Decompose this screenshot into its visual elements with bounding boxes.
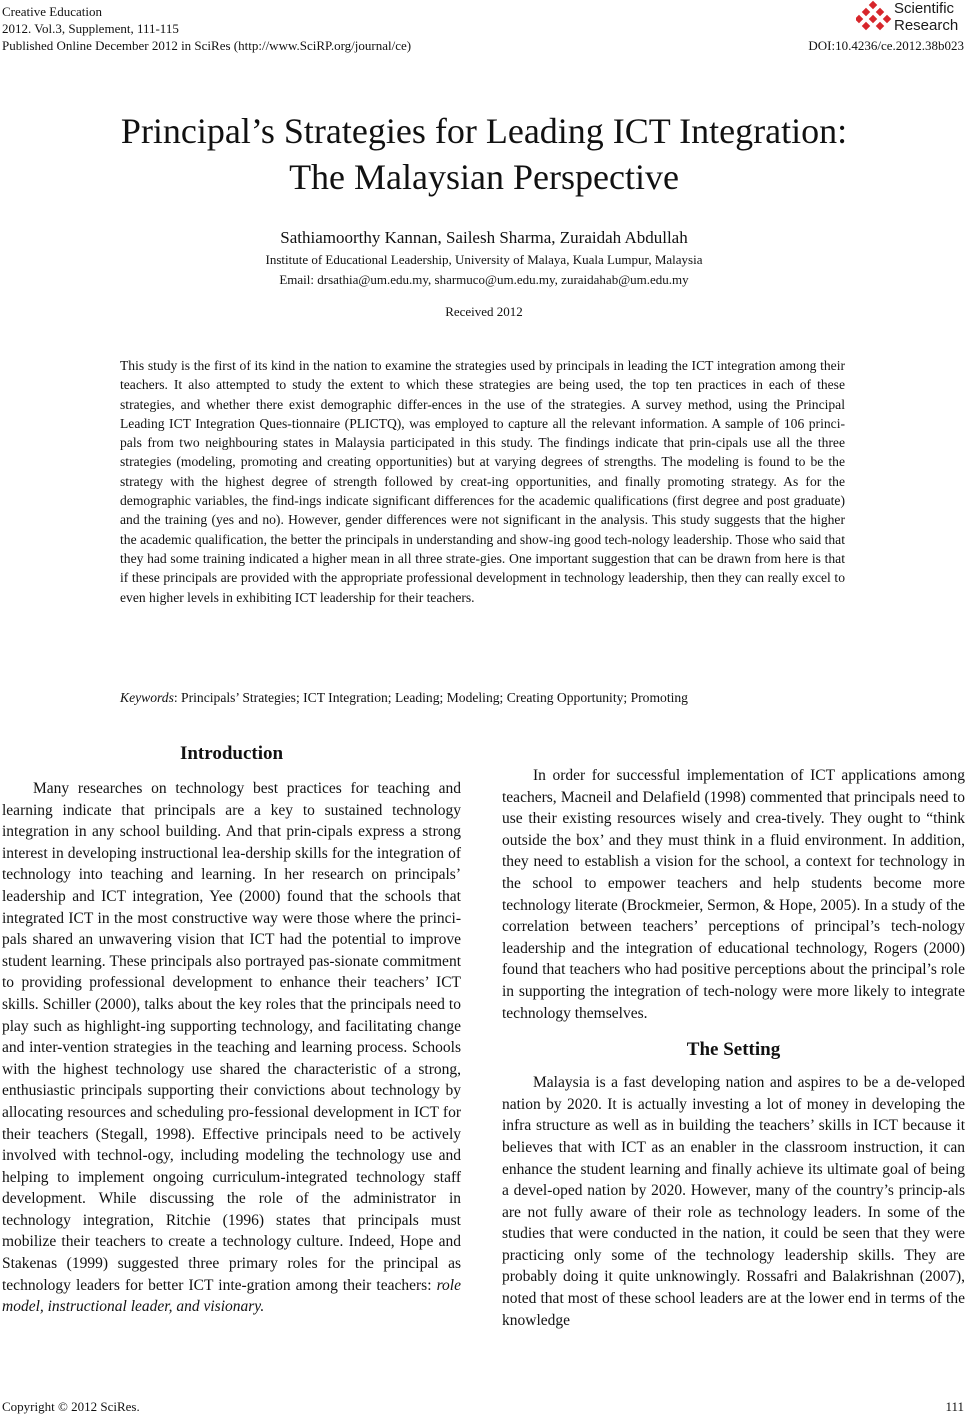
journal-name: Creative Education: [2, 4, 102, 19]
affiliation: Institute of Educational Leadership, University of Malaya, Kuala Lumpur, Malaysia: [265, 252, 703, 267]
logo-diamond-icon: [856, 0, 892, 34]
journal-volume: 2012. Vol.3, Supplement, 111-115: [2, 21, 179, 36]
affiliation-block: [0, 250, 968, 290]
intro-roles-italic: role model, instructional leader, and visionary.: [2, 1276, 461, 1316]
authors: Sathiamoorthy Kannan, Sailesh Sharma, Zuraidah Abdullah: [280, 228, 688, 247]
keywords-label: Keywords: [120, 690, 174, 705]
publisher-logo: [856, 0, 966, 36]
publication-info: Published Online December 2012 in SciRes (http://www.SciRP.org/journal/ce): [2, 38, 412, 53]
section-heading-setting: The Setting: [686, 1039, 781, 1061]
section-heading-introduction: Introduction: [179, 743, 284, 764]
keywords: [120, 690, 845, 706]
keywords-text: : Principals’ Strategies; ICT Integration; Leading; Modeling; Creating Opportunity; Promoting: [173, 690, 688, 705]
copyright: Copyright © 2012 SciRes.: [2, 1399, 140, 1414]
page-number: 111: [945, 1399, 964, 1414]
abstract: This study is the first of its kind in the nation to examine the strategies used by principals in leading the ICT integration among their teachers. It also attempted to study the extent to which these strategies are being used, the top ten practices in each of these strategies, and whether there exist demographic differ-ences in the use of the strategies. A survey method, using the Principal Leading ICT Integration Ques-tionnaire (PLICTQ), was employed to capture all the relevant information. A sample of 106 princi-pals from two neighbouring states in Malaysia participated in this study. The findings indicate that prin-cipals use all the three strategies (modeling, promoting and creating opportunities) but at varying degrees of strengths. The modeling is found to be the strategy with the highest degree of strength followed by creat-ing opportunities, and finally promoting strategy. As for the demographic variables, the find-ings indicate significant differences for the academic qualifications (first degree and post graduate) and the training (yes and no). However, gender differences were not significant in the analysis. This study suggests that the higher the academic qualification, the better the principals in understanding and show-ing good tech-nology leadership. Those who said that they had some training indicated a higher mean in all three strate-gies. One important suggestion that can be drawn from here is that if these principals are provided with the appropriate professional development in technology leadership, then they can really excel to even higher levels in exhibiting ICT leadership for their teachers.: [120, 358, 845, 605]
left-column: [2, 740, 461, 1318]
doi: DOI:10.4236/ce.2012.38b023: [808, 38, 964, 53]
intro-paragraph-2: In order for successful implementation of ICT applications among teachers, Macneil and Delafield (1998) commented that principals need to use their existing resources wisely and crea-tively. They ought to “think outside the box’ and they must think in a fluid environment. In addition, they need to establish a vision for the school, a context for technology in the school to empower teachers and help students become more technology literate (Brockmeier, Sermon, & Hope, 2005). In a study of the correlation between teachers’ perceptions of principal’s tech-nology leadership and the integration of educational technology, Rogers (2000) found that teachers who had positive perceptions about the principal’s role in supporting the integration of tech-nology were more likely to integrate technology themselves.: [502, 767, 965, 1022]
logo-text: Scientific Research: [894, 0, 959, 34]
running-header: [2, 3, 411, 54]
email: Email: drsathia@um.edu.my, sharmuco@um.edu.my, zuraidahab@um.edu.my: [279, 272, 689, 287]
setting-paragraph-1: Malaysia is a fast developing nation and aspires to be a de-veloped nation by 2020. It is actually investing a lot of money in developing the infra structure as well as in building the teachers’ skills in ICT because it believes that with ICT as an enabler in the classroom instruction, it can enhance the student learning and finally achieve its ultimate goal of being a devel-oped nation by 2020. However, many of the country’s princip-als are not fully aware of their role as technology leaders. In some of the studies that were conducted in the nation, it could be seen that they were practicing only some of the technology leadership skills. They are probably doing it quite unknowingly. Rossafri and Balakrishnan (2007), noted that most of these school leaders are at the lower end in terms of the knowledge: [502, 1074, 965, 1329]
paper-title: Principal’s Strategies for Leading ICT Integration: The Malaysian Perspective: [120, 111, 848, 197]
intro-paragraph-1: Many researches on technology best practices for teaching and learning indicate that principals are a key to sustained technology integration in any school building. And that prin-cipals express a strong interest in developing instructional lea-dership skills for the integration of technology into teaching and learning. In her research on principals’ leadership and ICT integration, Yee (2000) found that the schools that integrated ICT in the most constructive way were those where the princi-pals shared an unwavering vision that ICT had the potential to improve student learning. These principals also portrayed pas-sionate commitment to providing professional development to enhance their teachers’ ICT skills. Schiller (2000), talks about the key roles that the principals need to play such as highlight-ing supporting technology, and facilitating change and inter-vention strategies in the teaching and learning process. Schools with the highest technology use shared the characteristic of a strong, enthusiastic principals supporting their convictions about technology by allocating resources and scheduling pro-fessional development in ICT for their teachers (Stegall, 1998). Effective principals need to be actively involved with technol-ogy, including modeling the technology use and helping to implement ongoing curriculum-integrated technology staff development. While discussing the role of the administrator in technology integration, Ritchie (1996) states that principals must mobilize their teachers to create a technology culture. Indeed, Hope and Stakenas (1999) suggested three primary roles for the principal as technology leaders for better ICT inte-gration among their teachers: role model, instructional leader, and visionary.: [2, 780, 461, 1316]
received-date: Received 2012: [445, 304, 523, 319]
right-column: [502, 765, 965, 1331]
